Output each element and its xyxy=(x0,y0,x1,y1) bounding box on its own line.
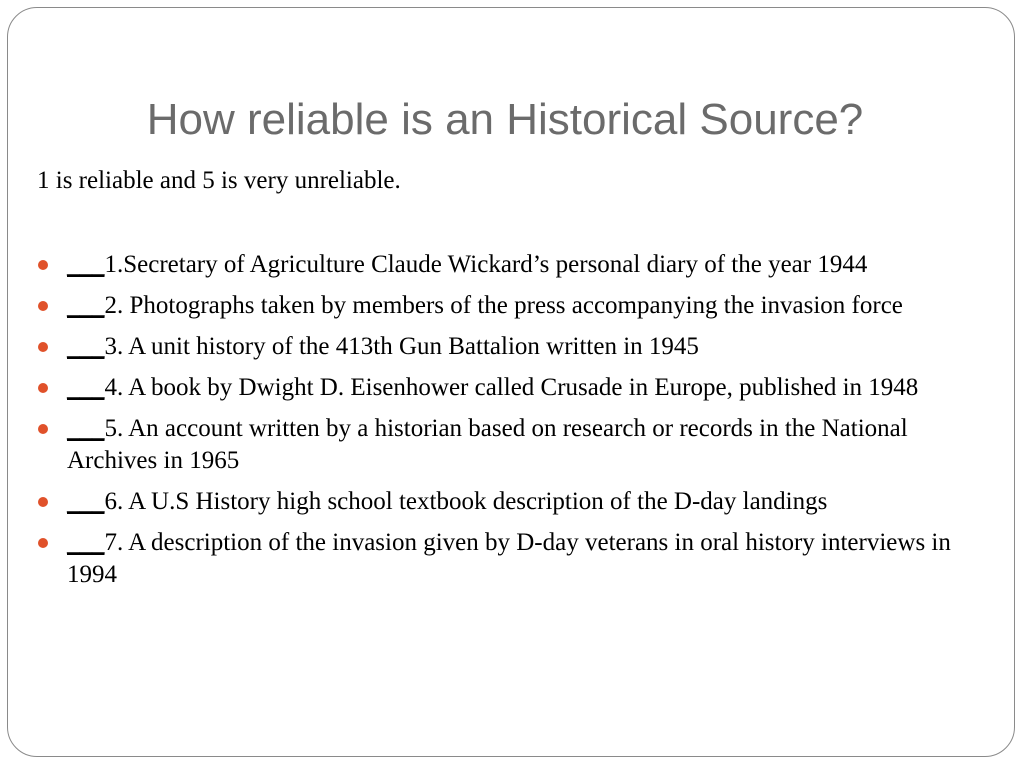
answer-blank: ___ xyxy=(67,251,105,278)
item-text: 3. A unit history of the 413th Gun Battalion written in 1945 xyxy=(104,333,699,360)
answer-blank: ___ xyxy=(67,333,105,360)
item-text: 1.Secretary of Agriculture Claude Wickard’s personal diary of the year 1944 xyxy=(104,251,868,278)
answer-blank: ___ xyxy=(67,415,105,442)
bullet-icon xyxy=(38,538,48,548)
answer-blank: ___ xyxy=(67,488,105,515)
bullet-icon xyxy=(38,260,48,270)
slide-title: How reliable is an Historical Source? xyxy=(146,95,864,144)
list-item xyxy=(34,290,994,322)
bullet-icon xyxy=(38,424,48,434)
item-text: 2. Photographs taken by members of the press accompanying the invasion force xyxy=(104,292,903,319)
bullet-icon xyxy=(38,497,48,507)
item-text: 7. A description of the invasion given by D-day veterans in oral history interviews in 1994 xyxy=(67,529,951,588)
answer-blank: ___ xyxy=(67,292,105,319)
source-list xyxy=(34,249,994,600)
item-text: 6. A U.S History high school textbook description of the D-day landings xyxy=(104,488,828,515)
list-item xyxy=(34,331,994,363)
item-text: 4. A book by Dwight D. Eisenhower called Crusade in Europe, published in 1948 xyxy=(104,374,919,401)
slide-subtitle: 1 is reliable and 5 is very unreliable. xyxy=(37,167,401,194)
list-item xyxy=(34,249,994,281)
bullet-icon xyxy=(38,383,48,393)
list-item xyxy=(34,486,994,518)
item-text: 5. An account written by a historian based on research or records in the National Archives in 1965 xyxy=(67,415,908,474)
bullet-icon xyxy=(38,342,48,352)
list-item xyxy=(34,372,994,404)
answer-blank: ___ xyxy=(67,529,105,556)
bullet-icon xyxy=(38,301,48,311)
list-item xyxy=(34,413,994,477)
answer-blank: ___ xyxy=(67,374,105,401)
list-item xyxy=(34,527,994,591)
